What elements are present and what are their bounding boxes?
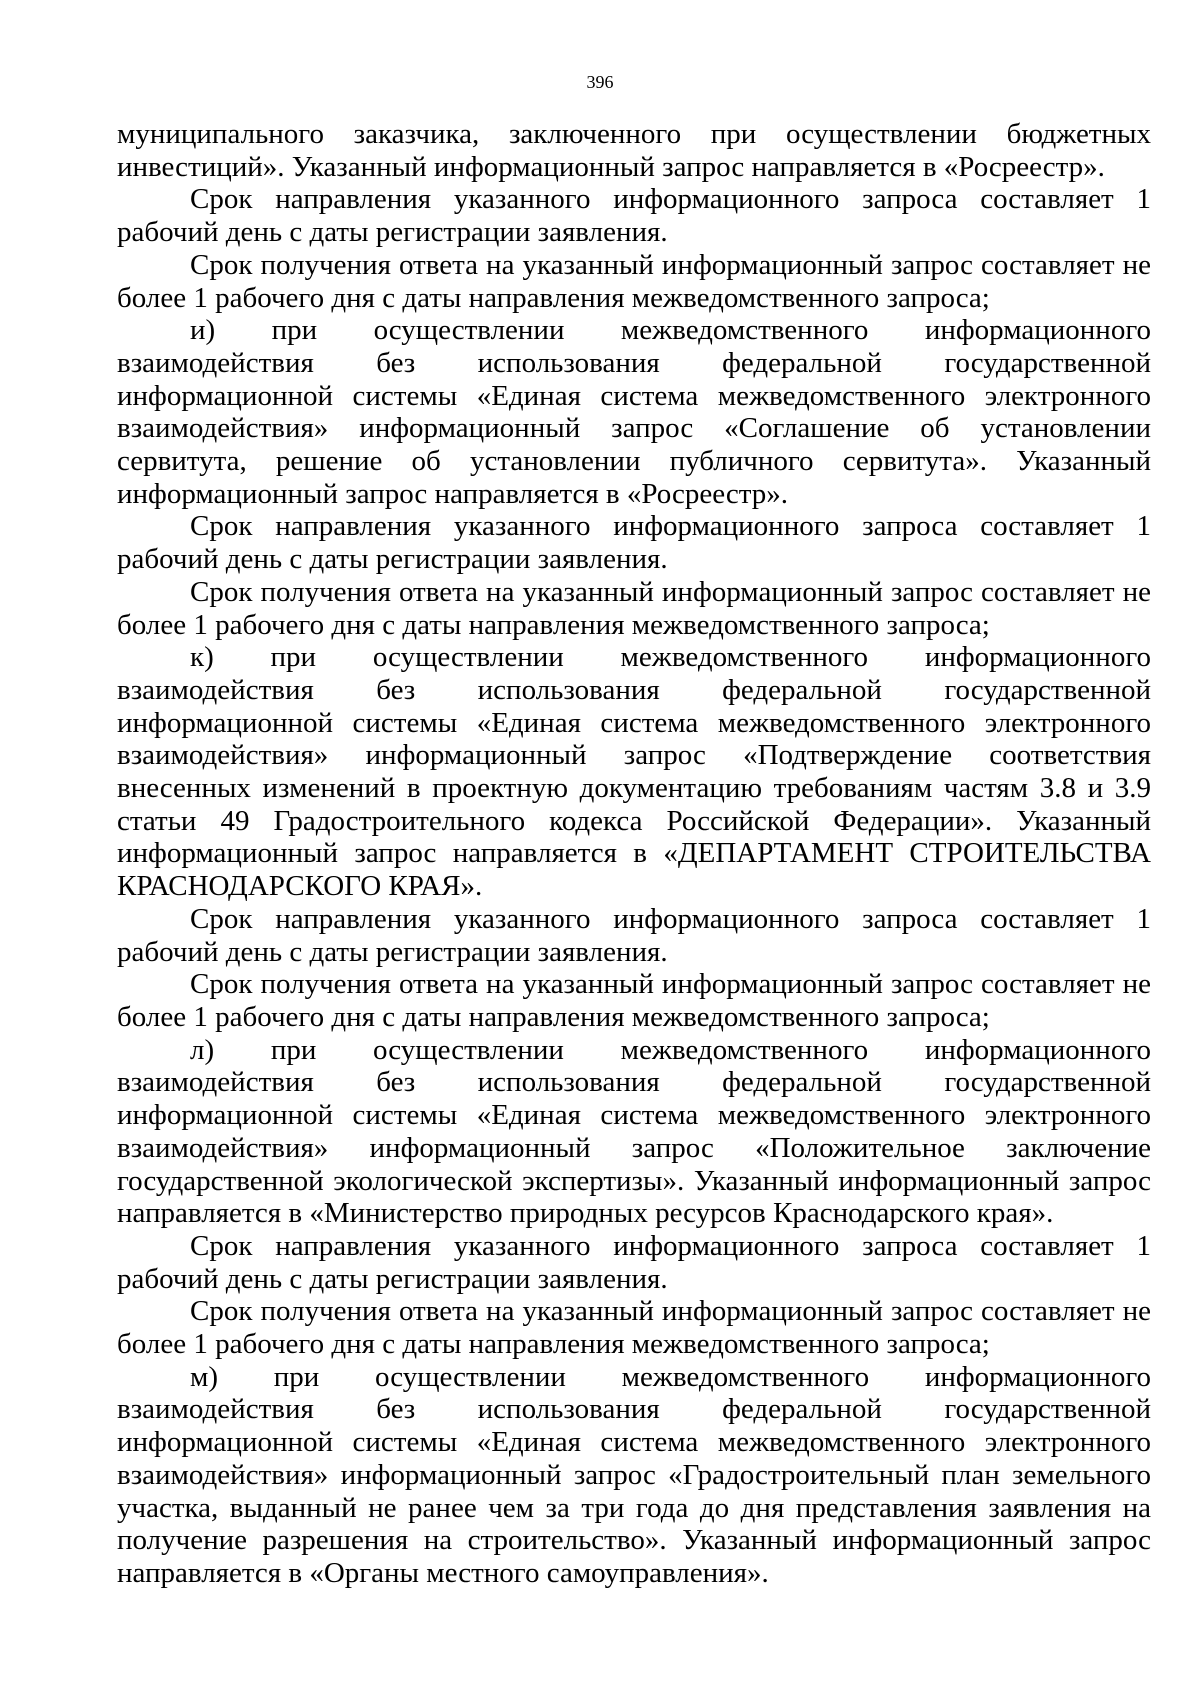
paragraph-request-deadline: Срок направления указанного информационного запроса составляет 1 рабочий день с даты регистрации заявления.	[117, 902, 1151, 968]
paragraph-item-m: м) при осуществлении межведомственного информационного взаимодействия без использования федеральной государственной информационной системы «Единая система межведомственного электронного взаимодействия» информационный запрос «Градостроительный план земельного участка, выданный не ранее чем за три года до дня представления заявления на получение разрешения на строительство». Указанный информационный запрос направляется в «Органы местного самоуправления».	[117, 1360, 1151, 1589]
paragraph-continuation: муниципального заказчика, заключенного при осуществлении бюджетных инвестиций». Указанный информационный запрос направляется в «Росреестр».	[117, 118, 1151, 183]
paragraph-response-deadline: Срок получения ответа на указанный информационный запрос составляет не более 1 рабочего дня с даты направления межведомственного запроса;	[117, 248, 1151, 314]
paragraph-response-deadline: Срок получения ответа на указанный информационный запрос составляет не более 1 рабочего дня с даты направления межведомственного запроса;	[117, 968, 1151, 1033]
page-number: 396	[586, 72, 614, 92]
paragraph-item-k: к) при осуществлении межведомственного информационного взаимодействия без использования федеральной государственной информационной системы «Единая система межведомственного электронного взаимодействия» информационный запрос «Подтверждение соответствия внесенных изменений в проектную документацию требованиям частям 3.8 и 3.9 статьи 49 Градостроительного кодекса Российской Федерации». Указанный информационный запрос направляется в «ДЕПАРТАМЕНТ СТРОИТЕЛЬСТВА КРАСНОДАРСКОГО КРАЯ».	[117, 641, 1151, 903]
paragraph-item-l: л) при осуществлении межведомственного информационного взаимодействия без использования федеральной государственной информационной системы «Единая система межведомственного электронного взаимодействия» информационный запрос «Положительное заключение государственной экологической экспертизы». Указанный информационный запрос направляется в «Министерство природных ресурсов Краснодарского края».	[117, 1033, 1151, 1230]
document-body	[117, 118, 1151, 1590]
paragraph-request-deadline: Срок направления указанного информационного запроса составляет 1 рабочий день с даты регистрации заявления.	[117, 510, 1151, 576]
paragraph-request-deadline: Срок направления указанного информационного запроса составляет 1 рабочий день с даты регистрации заявления.	[117, 1229, 1151, 1295]
paragraph-request-deadline: Срок направления указанного информационного запроса составляет 1 рабочий день с даты регистрации заявления.	[117, 183, 1151, 249]
paragraph-response-deadline: Срок получения ответа на указанный информационный запрос составляет не более 1 рабочего дня с даты направления межведомственного запроса;	[117, 1295, 1151, 1361]
paragraph-item-i: и) при осуществлении межведомственного информационного взаимодействия без использования федеральной государственной информационной системы «Единая система межведомственного электронного взаимодействия» информационный запрос «Соглашение об установлении сервитута, решение об установлении публичного сервитута». Указанный информационный запрос направляется в «Росреестр».	[117, 314, 1151, 510]
paragraph-response-deadline: Срок получения ответа на указанный информационный запрос составляет не более 1 рабочего дня с даты направления межведомственного запроса;	[117, 575, 1151, 641]
